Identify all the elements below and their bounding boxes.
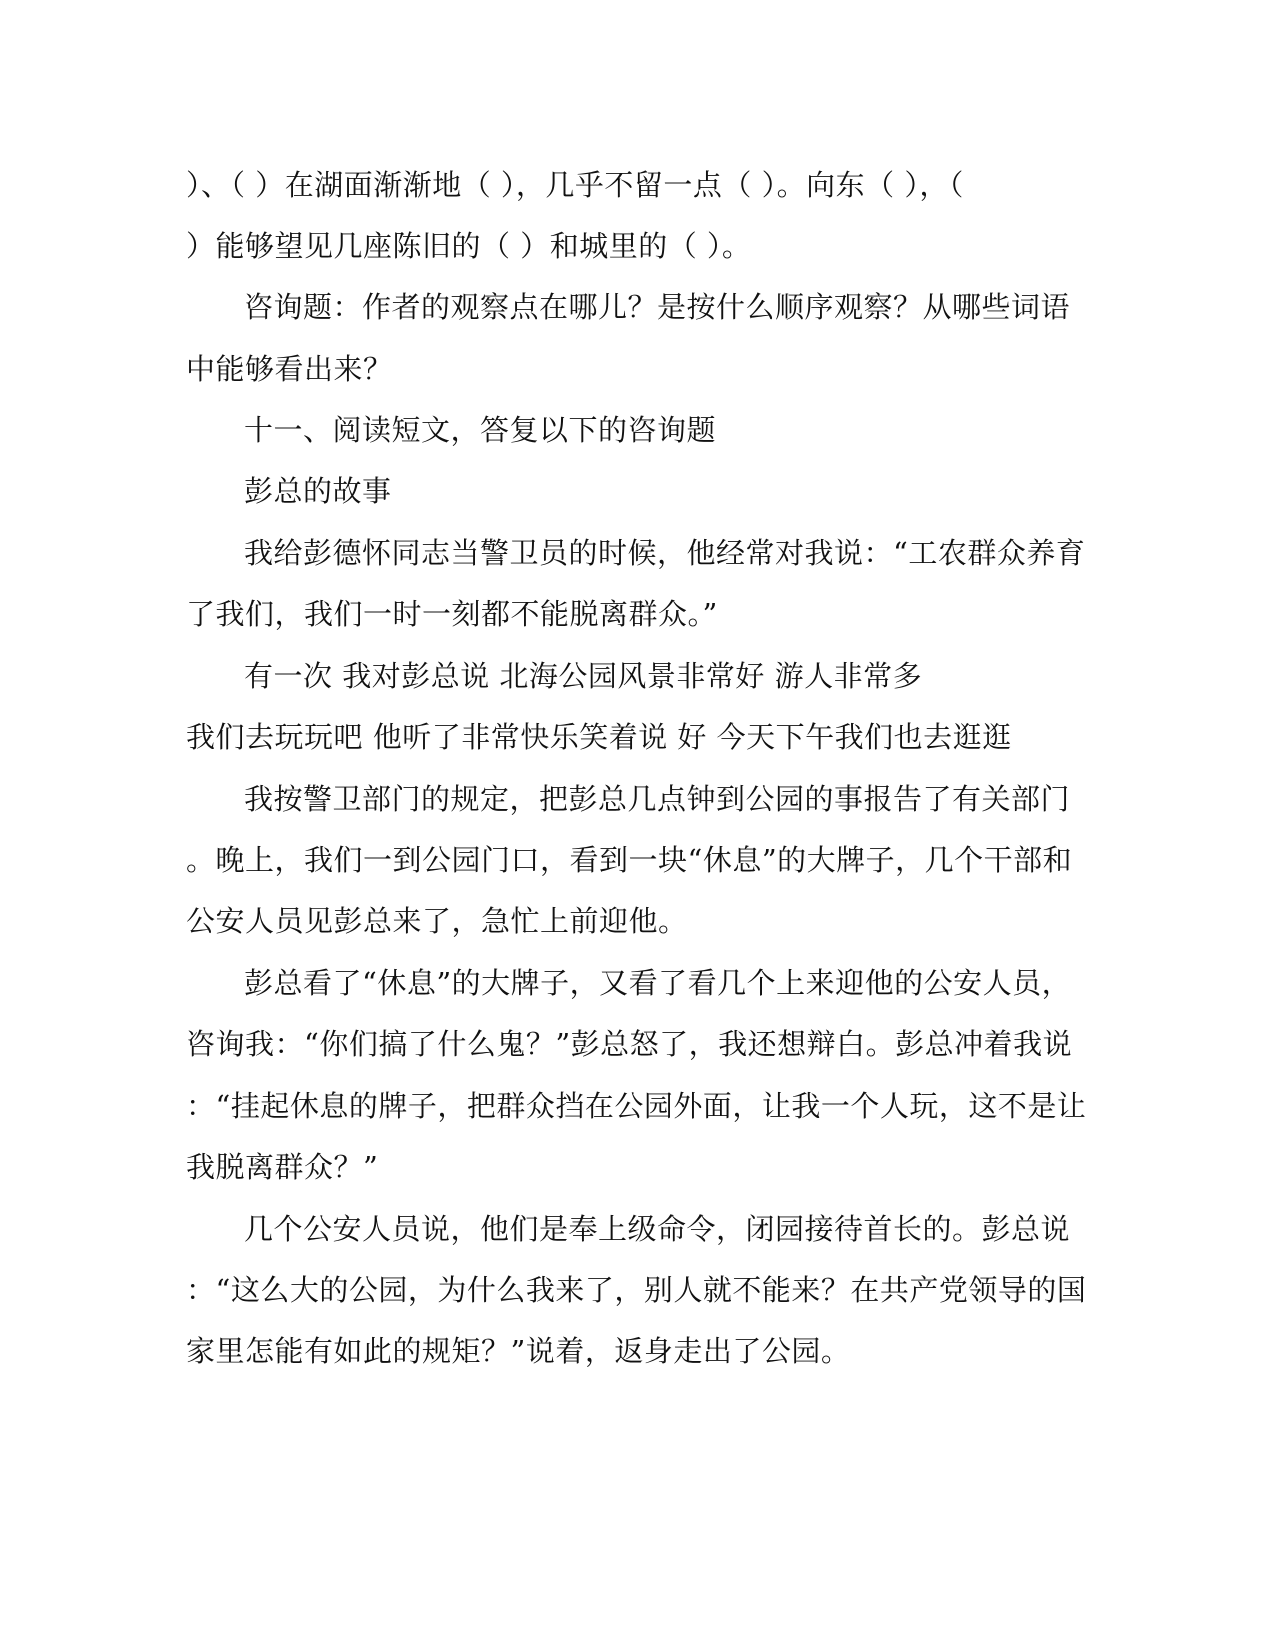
text-line: ）能够望见几座陈旧的（ ）和城里的（ ）。 xyxy=(186,229,752,263)
paragraph-line: 有一次 我对彭总说 北海公园风景非常好 游人非常多 xyxy=(244,659,923,693)
paragraph-line: 彭总看了“休息”的大牌子，又看了看几个上来迎他的公安人员， xyxy=(244,966,1072,1000)
paragraph-line: 。晚上，我们一到公园门口，看到一块“休息”的大牌子，几个干部和 xyxy=(186,843,1073,877)
paragraph-line: 我脱离群众？” xyxy=(186,1150,379,1184)
section-heading: 十一、阅读短文，答复以下的咨询题 xyxy=(244,413,717,447)
paragraph-line: 我给彭德怀同志当警卫员的时候，他经常对我说：“工农群众养育 xyxy=(244,536,1086,570)
text-line: ）、（ ）在湖面渐渐地（ ），几乎不留一点（ ）。向东（ ），（ xyxy=(186,168,964,202)
paragraph-line: 公安人员见彭总来了，急忙上前迎他。 xyxy=(186,904,688,938)
paragraph-line: 我按警卫部门的规定，把彭总几点钟到公园的事报告了有关部门 xyxy=(244,782,1071,816)
paragraph-line: 咨询我：“你们搞了什么鬼？”彭总怒了，我还想辩白。彭总冲着我说 xyxy=(186,1027,1073,1061)
question-line: 咨询题：作者的观察点在哪儿？是按什么顺序观察？从哪些词语 xyxy=(244,290,1071,324)
story-title: 彭总的故事 xyxy=(244,474,392,508)
paragraph-line: 了我们，我们一时一刻都不能脱离群众。” xyxy=(186,597,718,631)
paragraph-line: 我们去玩玩吧 他听了非常快乐笑着说 好 今天下午我们也去逛逛 xyxy=(186,720,1012,754)
paragraph-line: 家里怎能有如此的规矩？”说着，返身走出了公园。 xyxy=(186,1334,851,1368)
paragraph-line: 几个公安人员说，他们是奉上级命令，闭园接待首长的。彭总说 xyxy=(244,1212,1071,1246)
paragraph-line: ：“挂起休息的牌子，把群众挡在公园外面，让我一个人玩，这不是让 xyxy=(186,1089,1087,1123)
question-line: 中能够看出来？ xyxy=(186,352,393,386)
paragraph-line: ：“这么大的公园，为什么我来了，别人就不能来？在共产党领导的国 xyxy=(186,1273,1087,1307)
